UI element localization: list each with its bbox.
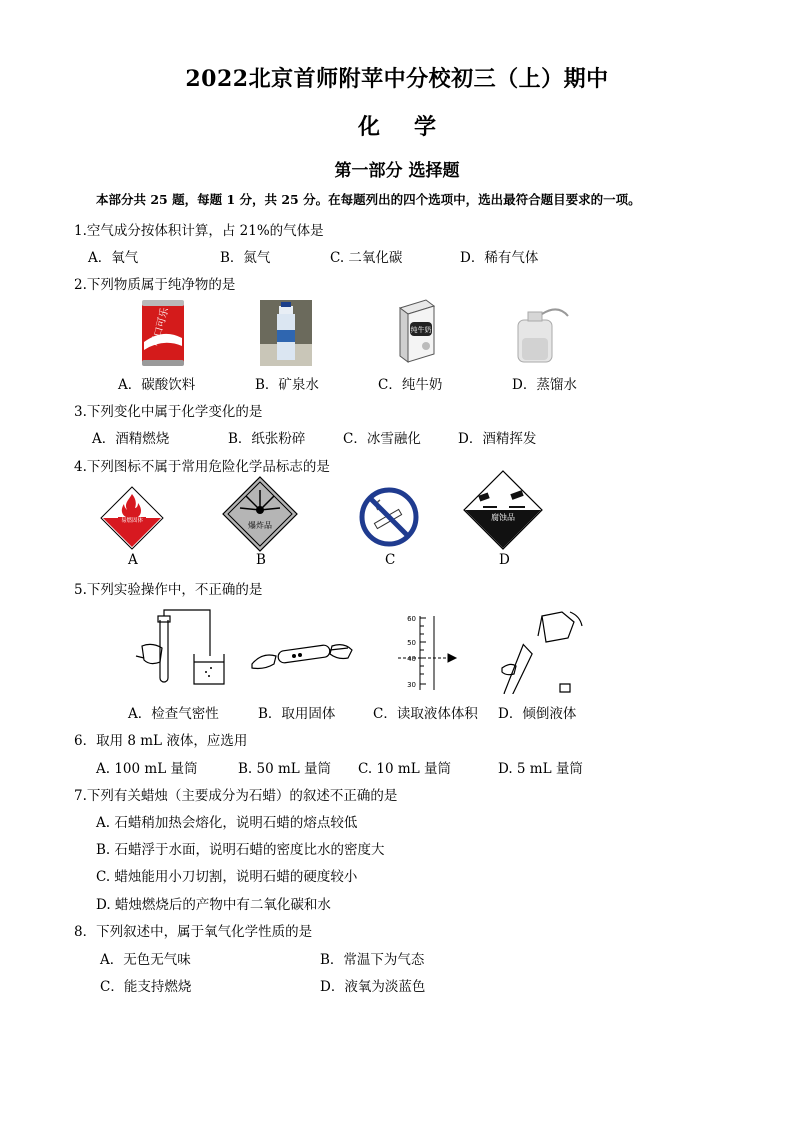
flammable-sign-text: 易燃固体 <box>120 518 144 524</box>
solid-sampling-drawing <box>248 630 358 680</box>
question-1-option-d: D．稀有气体 <box>460 250 539 266</box>
no-smoking-sign-image <box>358 486 420 548</box>
question-1-stem: 1.空气成分按体积计算，占 21%的气体是 <box>74 223 324 239</box>
question-4-option-d: D <box>499 552 510 568</box>
question-8-stem: 8．下列叙述中，属于氧气化学性质的是 <box>74 924 313 940</box>
exam-title: 2022北京首师附苹中分校初三（上）期中 <box>185 66 609 92</box>
question-3-option-b: B．纸张粉碎 <box>228 431 306 447</box>
question-3-stem: 3.下列变化中属于化学变化的是 <box>74 404 263 420</box>
question-6-option-b: B. 50 mL 量筒 <box>238 761 332 777</box>
question-5-option-b: B．取用固体 <box>258 706 336 722</box>
question-1-option-a: A．氧气 <box>88 250 139 266</box>
read-liquid-volume-drawing <box>396 612 460 692</box>
question-5-option-c: C．读取液体体积 <box>373 706 478 722</box>
question-8-option-c: C．能支持燃烧 <box>100 979 192 995</box>
cylinder-mark-50: 50 <box>407 639 416 647</box>
question-4-option-c: C <box>385 552 396 568</box>
question-3-option-a: A．酒精燃烧 <box>92 431 170 447</box>
corrosive-sign-image <box>463 470 543 550</box>
subject-title: 化学 <box>357 114 470 140</box>
question-7-stem: 7.下列有关蜡烛（主要成分为石蜡）的叙述不正确的是 <box>74 788 398 804</box>
question-2-option-c: C．纯牛奶 <box>378 377 443 393</box>
milk-label-text: 纯牛奶 <box>410 326 432 334</box>
question-8-option-b: B．常温下为气态 <box>320 952 425 968</box>
cylinder-mark-40: 40 <box>407 655 416 663</box>
cylinder-mark-60: 60 <box>407 615 416 623</box>
distilled-water-bottle-image <box>514 298 570 364</box>
question-2-stem: 2.下列物质属于纯净物的是 <box>74 277 236 293</box>
question-7-option-d: D. 蜡烛燃烧后的产物中有二氧化碳和水 <box>96 897 331 913</box>
question-3-option-d: D．酒精挥发 <box>458 431 537 447</box>
question-6-option-d: D. 5 mL 量筒 <box>498 761 583 777</box>
explosive-sign-image <box>222 476 298 552</box>
question-8-option-d: D．液氧为淡蓝色 <box>320 979 426 995</box>
question-1-option-c: C. 二氧化碳 <box>330 250 403 266</box>
corrosive-sign-text: 腐蚀品 <box>491 513 515 522</box>
question-4-option-b: B <box>256 552 266 568</box>
question-2-option-d: D．蒸馏水 <box>512 377 577 393</box>
question-8-option-a: A．无色无气味 <box>100 952 191 968</box>
explosive-sign-text: 爆炸品 <box>248 521 272 530</box>
question-7-option-c: C. 蜡烛能用小刀切割，说明石蜡的硬度较小 <box>96 869 358 885</box>
question-6-stem: 6．取用 8 mL 液体，应选用 <box>74 733 248 749</box>
question-2-option-a: A．碳酸饮料 <box>118 377 196 393</box>
airtightness-check-drawing <box>132 606 232 690</box>
can-label-text: 可口可乐 <box>150 306 172 349</box>
question-7-option-b: B. 石蜡浮于水面，说明石蜡的密度比水的密度大 <box>96 842 385 858</box>
pour-liquid-drawing <box>498 608 584 694</box>
question-4-option-a: A <box>128 552 138 568</box>
cylinder-mark-30: 30 <box>407 681 416 689</box>
section-instructions: 本部分共 25 题，每题 1 分，共 25 分。在每题列出的四个选项中，选出最符合题目要求的一项。 <box>96 192 641 207</box>
flammable-solid-sign-image <box>100 486 164 550</box>
milk-carton-image <box>396 298 436 366</box>
question-2-option-b: B．矿泉水 <box>255 377 319 393</box>
soda-can-image <box>140 298 186 368</box>
question-6-option-c: C. 10 mL 量筒 <box>358 761 451 777</box>
question-6-option-a: A. 100 mL 量筒 <box>96 761 198 777</box>
question-3-option-c: C．冰雪融化 <box>343 431 421 447</box>
mineral-water-image <box>260 300 312 366</box>
question-7-option-a: A. 石蜡稍加热会熔化，说明石蜡的熔点较低 <box>96 815 358 831</box>
part-heading: 第一部分 选择题 <box>334 161 460 181</box>
question-4-stem: 4.下列图标不属于常用危险化学品标志的是 <box>74 459 330 475</box>
question-5-stem: 5.下列实验操作中，不正确的是 <box>74 582 263 598</box>
question-1-option-b: B．氮气 <box>220 250 271 266</box>
question-5-option-d: D．倾倒液体 <box>498 706 577 722</box>
question-5-option-a: A．检查气密性 <box>128 706 219 722</box>
